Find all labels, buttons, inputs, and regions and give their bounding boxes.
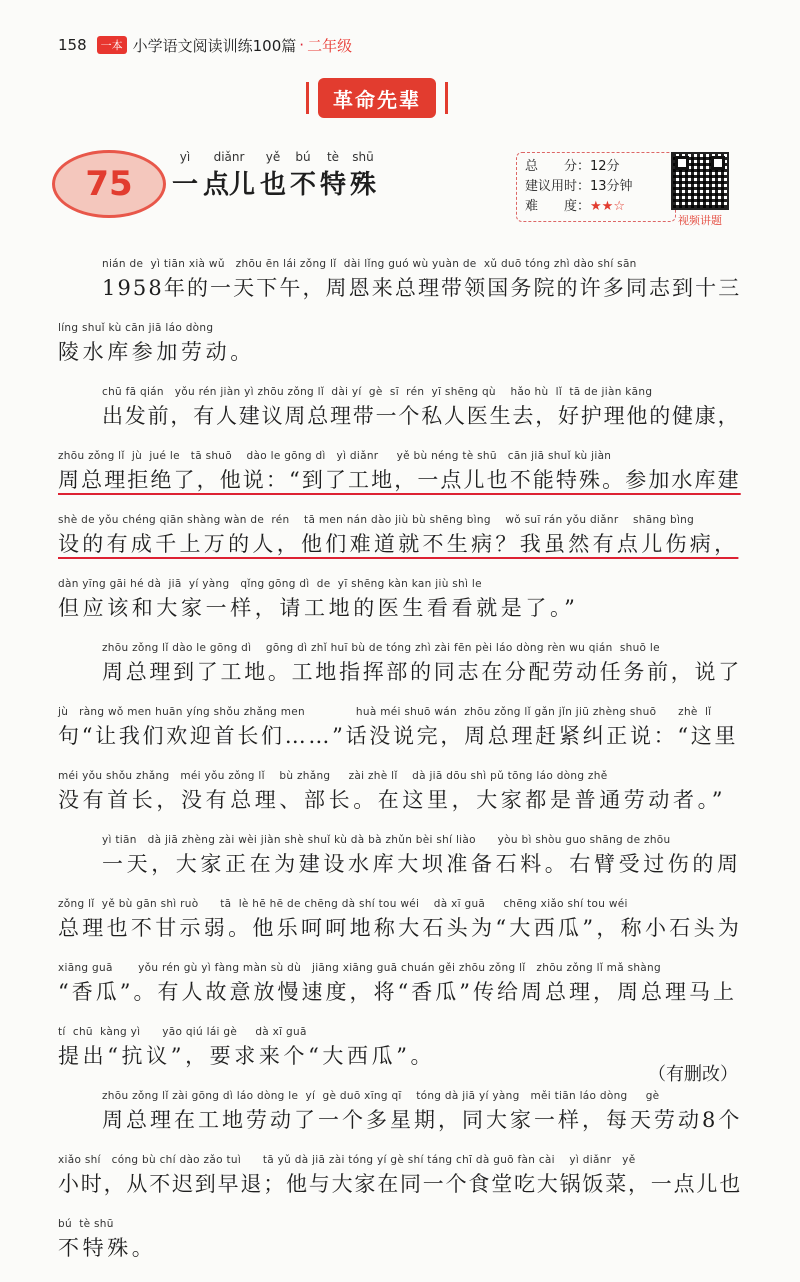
score-value: 12分 (590, 159, 620, 174)
book-title: 小学语文阅读训练100篇 (132, 36, 297, 55)
time-label: 建议用时： (525, 179, 591, 194)
hanzi-line: 周总理到了工地。工地指挥部的同志在分配劳动任务前，说了 (102, 660, 742, 684)
title-pinyin-syllable: yě (265, 150, 281, 164)
pinyin-line: yì tiān dà jiā zhèng zài wèi jiàn shè shuǐ kù dà bà zhǔn bèi shí liào yòu bì shòu guo shāng de zhōu (102, 834, 671, 846)
hanzi-line: “香瓜”。有人故意放慢速度，将“香瓜”传给周总理，周总理马上 (58, 980, 737, 1004)
hanzi-line: 没有首长，没有总理、部长。在这里，大家都是普通劳动者。” (58, 788, 727, 812)
title-char: 不 (289, 170, 316, 200)
lesson-title (170, 150, 378, 201)
pinyin-line: zǒng lǐ yě bù gān shì ruò tā lè hē hē de chēng dà shí tou wéi dà xī guā chēng xiǎo shí tou wéi (58, 898, 628, 910)
hanzi-line: 提出“抗议”，要求来个“大西瓜”。 (58, 1044, 436, 1068)
text-line (58, 258, 742, 322)
text-line (58, 1218, 742, 1282)
text-line (58, 898, 742, 962)
text-line (58, 386, 742, 450)
pinyin-line: líng shuǐ kù cān jiā láo dòng (58, 322, 214, 334)
pinyin-line: méi yǒu shǒu zhǎng méi yǒu zǒng lǐ bù zhǎng zài zhè lǐ dà jiā dōu shì pǔ tōng láo dòng zhě (58, 770, 608, 782)
difficulty-label: 难 度： (525, 199, 591, 214)
title-pinyin-syllable: bú (295, 150, 311, 164)
text-line (58, 962, 742, 1026)
pinyin-line: nián de yì tiān xià wǔ zhōu ēn lái zǒng lǐ dài lǐng guó wù yuàn de xǔ duō tóng zhì dào shí sān (102, 258, 637, 270)
grade-label: 二年级 (307, 36, 353, 55)
hanzi-line: 设的有成千上万的人，他们难道就不生病？我虽然有点儿伤病， (58, 532, 739, 556)
lesson-number-badge: 75 (52, 150, 166, 218)
time-row (525, 177, 667, 197)
pinyin-line: dàn yīng gāi hé dà jiā yí yàng qǐng gōng dì de yī shēng kàn kan jiù shì le (58, 578, 482, 590)
hanzi-line: 小时，从不迟到早退；他与大家在同一个食堂吃大锅饭菜，一点儿也 (58, 1172, 742, 1196)
text-line (58, 642, 742, 706)
hanzi-line: 1958年的一天下午，周恩来总理带领国务院的许多同志到十三 (102, 276, 742, 300)
hanzi-line: 周总理在工地劳动了一个多星期，同大家一样，每天劳动8个 (102, 1108, 743, 1132)
text-line (58, 706, 742, 770)
text-line (58, 770, 742, 834)
title-char: 也 (259, 170, 286, 200)
pinyin-line: xiǎo shí cóng bù chí dào zǎo tuì tā yǔ dà jiā zài tóng yí gè shí táng chī dà guō fàn cài yì diǎnr yě (58, 1154, 636, 1166)
time-value: 13分钟 (590, 179, 633, 194)
title-hanzi (170, 164, 378, 201)
text-line (58, 514, 742, 578)
text-line (58, 322, 742, 386)
category-banner: 革命先辈 (318, 78, 436, 118)
score-row (525, 157, 667, 177)
text-line (58, 834, 742, 898)
hanzi-line: 出发前，有人建议周总理带一个私人医生去，好护理他的健康， (102, 404, 741, 428)
pinyin-line: zhōu zǒng lǐ jù jué le tā shuō dào le gōng dì yì diǎnr yě bù néng tè shū cān jiā shuǐ kù jiàn (58, 450, 612, 462)
title-pinyin-syllable: shū (352, 150, 374, 164)
article-body (58, 258, 742, 1282)
pinyin-line: jù ràng wǒ men huān yíng shǒu zhǎng men huà méi shuō wán zhōu zǒng lǐ gǎn jǐn jiū zhèng shuō zhè lǐ (58, 706, 712, 718)
title-pinyin-syllable: tè (326, 150, 340, 164)
text-line (58, 450, 742, 514)
pinyin-line: bú tè shū (58, 1218, 114, 1230)
hanzi-line: 总理也不甘示弱。他乐呵呵地称大石头为“大西瓜”，称小石头为 (58, 916, 743, 940)
hanzi-line: 不特殊。 (58, 1236, 157, 1260)
text-line (58, 1090, 742, 1154)
pinyin-line: chū fā qián yǒu rén jiàn yì zhōu zǒng lǐ dài yí gè sī rén yī shēng qù hǎo hù lǐ tā de jiàn kāng (102, 386, 653, 398)
title-pinyin (170, 150, 378, 164)
qr-label: 视频讲题 (678, 214, 722, 227)
pinyin-line: shè de yǒu chéng qiān shàng wàn de rén tā men nán dào jiù bù shēng bìng wǒ suī rán yǒu diǎnr shāng bìng (58, 514, 695, 526)
title-char: 点儿 (202, 170, 255, 200)
exercise-info-box (516, 152, 676, 222)
hanzi-line: 周总理拒绝了，他说：“到了工地，一点儿也不能特殊。参加水库建 (58, 468, 741, 492)
pinyin-line: tí chū kàng yì yāo qiú lái gè dà xī guā (58, 1026, 307, 1038)
video-qr-code[interactable] (668, 152, 732, 228)
hanzi-line: 句“让我们欢迎首长们……”话没说完，周总理赶紧纠正说：“这里 (58, 724, 739, 748)
brand-badge: 一本 (97, 36, 127, 54)
hanzi-line: 一天，大家正在为建设水库大坝准备石料。右臂受过伤的周 (102, 852, 742, 876)
pinyin-line: xiāng guā yǒu rén gù yì fàng màn sù dù jiāng xiāng guā chuán gěi zhōu zǒng lǐ zhōu zǒng lǐ mǎ shàng (58, 962, 661, 974)
source-note: （有删改） (648, 1064, 738, 1085)
difficulty-stars: ★★☆ (590, 199, 625, 214)
title-pinyin-syllable: diǎnr (213, 150, 245, 164)
title-char: 特 (319, 170, 346, 200)
qr-code-icon[interactable] (671, 152, 729, 210)
header-separator: · (299, 36, 305, 54)
title-char: 一 (171, 170, 198, 200)
pinyin-line: zhōu zǒng lǐ dào le gōng dì gōng dì zhǐ huī bù de tóng zhì zài fēn pèi láo dòng rèn wu qián shuō le (102, 642, 660, 654)
text-line (58, 1026, 742, 1090)
text-line (58, 578, 742, 642)
page-number: 158 (58, 36, 87, 54)
text-line (58, 1154, 742, 1218)
title-pinyin-syllable: yì (179, 150, 191, 164)
difficulty-row (525, 197, 667, 217)
hanzi-line: 但应该和大家一样，请工地的医生看看就是了。” (58, 596, 579, 620)
title-char: 殊 (349, 170, 376, 200)
hanzi-line: 陵水库参加劳动。 (58, 340, 255, 364)
pinyin-line: zhōu zǒng lǐ zài gōng dì láo dòng le yí gè duō xīng qī tóng dà jiā yí yàng měi tiān láo dòng gè (102, 1090, 660, 1102)
score-label: 总 分： (525, 159, 591, 174)
page-header (58, 30, 352, 60)
